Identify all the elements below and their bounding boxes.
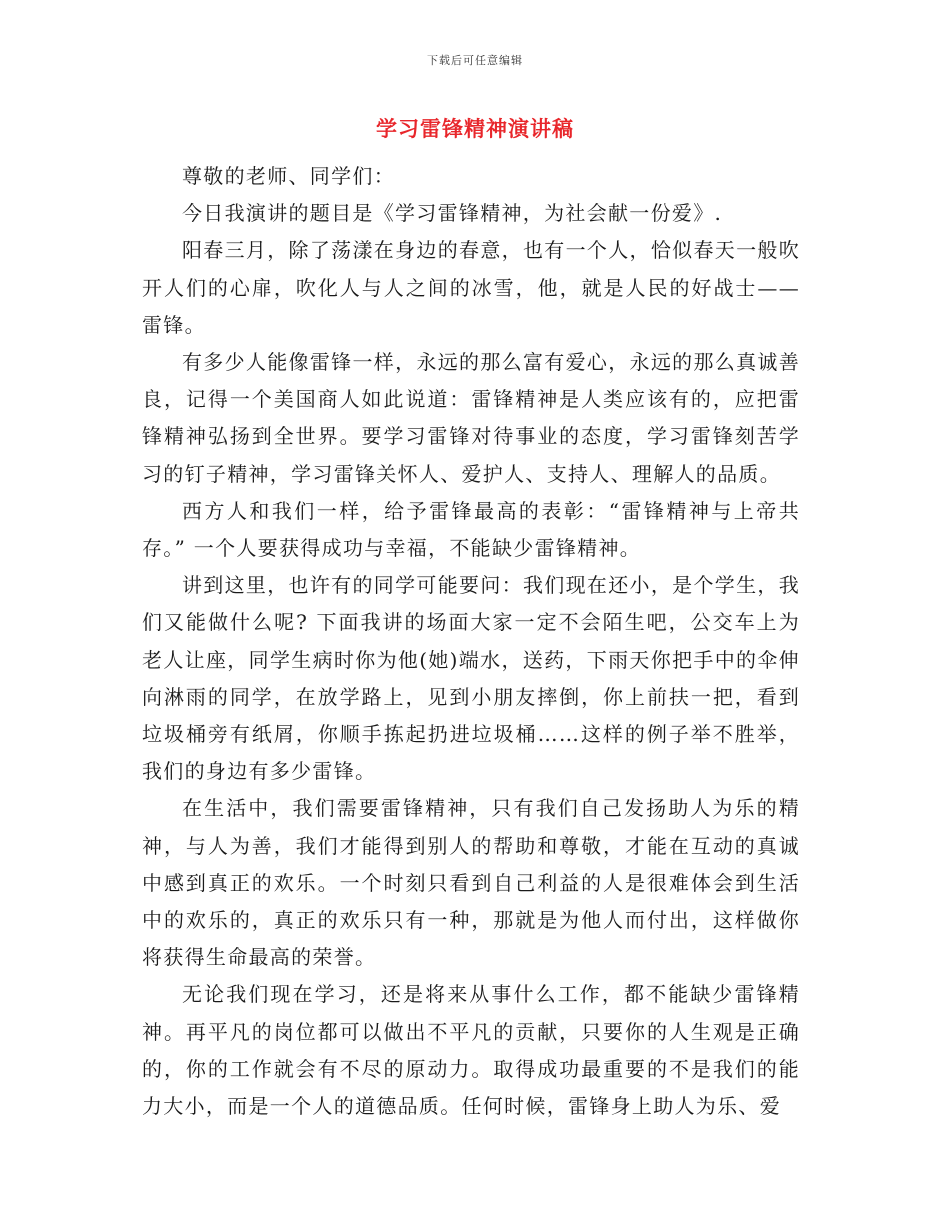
paragraph: 有多少人能像雷锋一样，永远的那么富有爱心，永远的那么真诚善良，记得一个美国商人如此说道：雷锋精神是人类应该有的，应把雷锋精神弘扬到全世界。要学习雷锋对待事业的态度，学习雷锋刻苦学习的钉子精神，学习雷锋关怀人、爱护人、支持人、理解人的品质。 [142, 350, 800, 486]
paragraph: 西方人和我们一样，给予雷锋最高的表彰：“雷锋精神与上帝共存。” 一个人要获得成功与幸福，不能缺少雷锋精神。 [142, 498, 800, 561]
header-note: 下载后可任意编辑 [427, 54, 523, 67]
paragraph-greeting: 尊敬的老师、同学们： [182, 164, 395, 188]
document-title: 学习雷锋精神演讲稿 [376, 117, 574, 141]
paragraph: 在生活中，我们需要雷锋精神，只有我们自己发扬助人为乐的精神，与人为善，我们才能得到别人的帮助和尊敬，才能在互动的真诚中感到真正的欢乐。一个时刻只看到自己利益的人是很难体会到生活中的欢乐的，真正的欢乐只有一种，那就是为他人而付出，这样做你将获得生命最高的荣誉。 [142, 796, 800, 970]
paragraph: 无论我们现在学习，还是将来从事什么工作，都不能缺少雷锋精神。再平凡的岗位都可以做出不平凡的贡献，只要你的人生观是正确的，你的工作就会有不尽的原动力。取得成功最重要的不是我们的能力大小，而是一个人的道德品质。任何时候，雷锋身上助人为乐、爱 [142, 982, 800, 1119]
paragraph: 讲到这里，也许有的同学可能要问：我们现在还小，是个学生，我们又能做什么呢? 下面我讲的场面大家一定不会陌生吧，公交车上为老人让座，同学生病时你为他(她)端水，送药，下雨天你把手中的伞伸向淋雨的同学，在放学路上，见到小朋友摔倒，你上前扶一把，看到垃圾桶旁有纸屑，你顺手拣起扔进垃圾桶……这样的例子举不胜举，我们的身边有多少雷锋。 [142, 573, 800, 784]
paragraph-topic: 今日我演讲的题目是《学习雷锋精神，为社会献一份爱》. [182, 201, 723, 226]
paragraph: 阳春三月，除了荡漾在身边的春意，也有一个人，恰似春天一般吹开人们的心扉，吹化人与人之间的冰雪，他，就是人民的好战士——雷锋。 [142, 238, 800, 337]
document-body [142, 158, 800, 1125]
